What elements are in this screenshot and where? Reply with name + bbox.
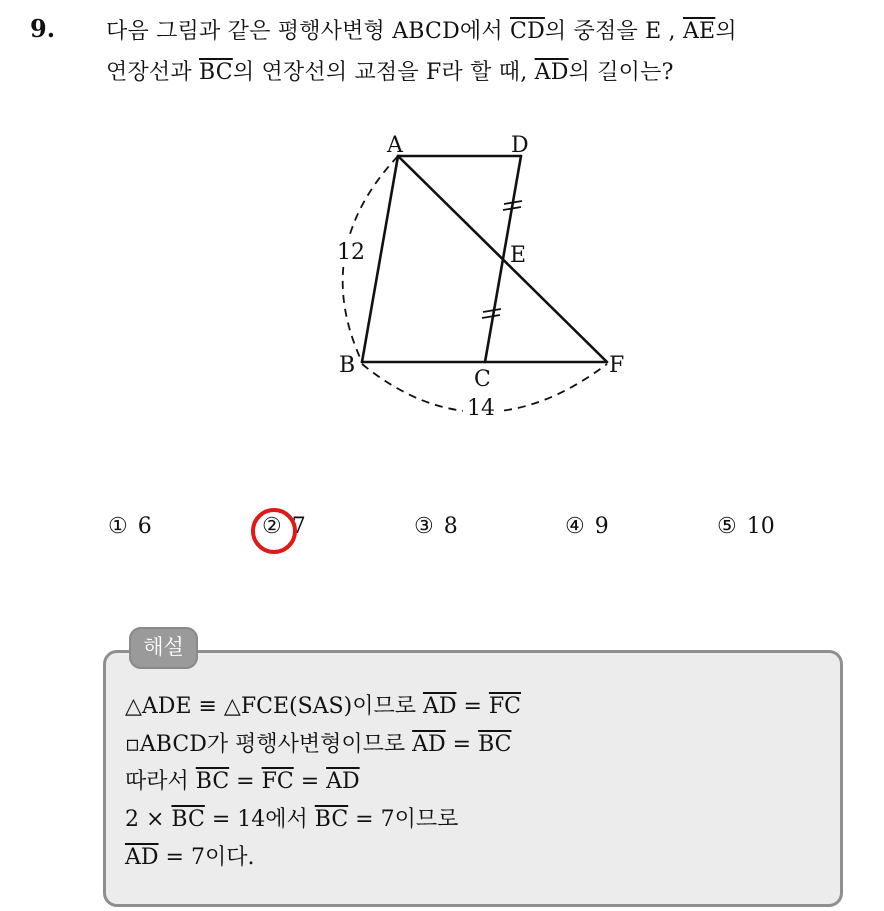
choice-1[interactable]: [108, 514, 152, 539]
solution-tab: 해설: [129, 627, 198, 669]
question-text: 연장선과: [106, 60, 200, 85]
solution-text: ▫ABCD가 평행사변형이므로: [125, 732, 413, 757]
solution-text: =: [456, 694, 489, 719]
vertex-label-b: B: [339, 353, 356, 378]
segment: $\overline{AD}$: [326, 769, 360, 794]
segment-bc: $\overline{BC}$: [199, 60, 233, 85]
solution-line-5: [125, 840, 254, 871]
segment: $\overline{BC}$: [195, 769, 230, 794]
vertex-label-c: C: [474, 367, 491, 392]
solution-text: =: [229, 769, 262, 794]
segment: $\overline{AD}$: [412, 732, 446, 757]
length-label-bf: 14: [467, 396, 495, 421]
solution-text: = 14에서: [204, 807, 315, 832]
line-af: [398, 156, 607, 362]
choice-4[interactable]: [565, 514, 609, 539]
solution-text: 따라서: [125, 769, 196, 794]
choice-marker: ⑤: [717, 514, 737, 539]
vertex-label-e: E: [510, 243, 527, 268]
solution-text: △ADE ≡ △FCE(SAS)이므로: [125, 694, 423, 719]
solution-line-2: [125, 727, 511, 758]
solution-text: = 7이다.: [158, 845, 255, 870]
solution-line-4: [125, 802, 458, 833]
choice-value: 7: [291, 514, 306, 539]
segment: $\overline{AD}$: [125, 845, 159, 870]
solution-line-1: [125, 689, 521, 720]
selected-answer-circle: [251, 508, 297, 554]
choice-value: 9: [594, 514, 609, 539]
choice-marker: ④: [565, 514, 585, 539]
segment: $\overline{BC}$: [171, 807, 205, 832]
segment-ad: $\overline{AD}$: [534, 60, 569, 85]
choice-marker: ③: [414, 514, 434, 539]
segment-ae: $\overline{AE}$: [682, 19, 716, 44]
choice-3[interactable]: [414, 514, 458, 539]
choice-marker: ②: [262, 514, 282, 539]
choice-5[interactable]: [717, 514, 775, 539]
solution-text: = 7이므로: [348, 807, 459, 832]
solution-text: =: [293, 769, 327, 794]
length-label-ab: 12: [337, 240, 365, 265]
segment: $\overline{BC}$: [314, 807, 349, 832]
solution-text: =: [445, 732, 479, 757]
vertex-label-a: A: [387, 133, 403, 158]
choice-marker: ①: [108, 514, 128, 539]
vertex-label-d: D: [511, 133, 529, 158]
question-text: 의: [715, 19, 737, 44]
question-text: 다음 그림과 같은 평행사변형 ABCD에서: [106, 19, 511, 44]
segment-cd: $\overline{CD}$: [510, 19, 545, 44]
question-number: 9.: [30, 14, 56, 43]
question-text: 의 연장선의 교점을 F라 할 때,: [232, 60, 535, 85]
solution-text: 2 ×: [125, 807, 172, 832]
question-text: 의 중점을 E ,: [544, 19, 683, 44]
segment: $\overline{FC}$: [261, 769, 294, 794]
question-text: 의 길이는?: [568, 60, 674, 85]
segment: $\overline{BC}$: [478, 732, 512, 757]
choice-value: 6: [137, 514, 152, 539]
solution-line-3: [125, 764, 360, 795]
segment: $\overline{AD}$: [422, 694, 457, 719]
segment: $\overline{FC}$: [488, 694, 522, 719]
choice-value: 8: [443, 514, 458, 539]
vertex-label-f: F: [609, 353, 625, 378]
choice-value: 10: [746, 514, 775, 539]
